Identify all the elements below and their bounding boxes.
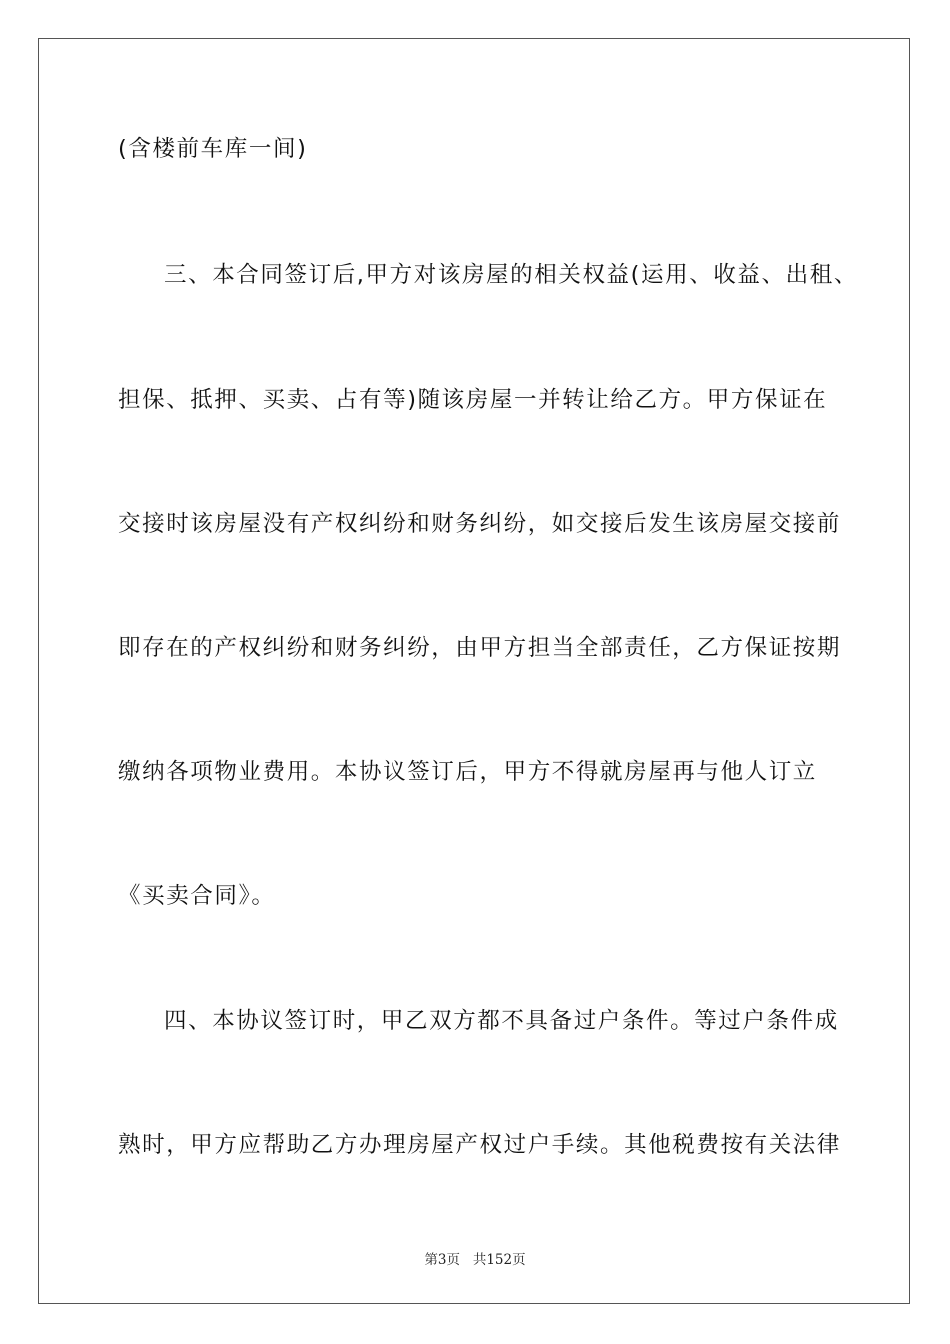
text-line-7: 《买卖合同》。 xyxy=(118,883,276,909)
page-border xyxy=(38,38,910,1304)
text-line-3: 担保、抵押、买卖、占有等)随该房屋一并转让给乙方。甲方保证在 xyxy=(118,387,828,413)
text-line-1: (含楼前车库一间) xyxy=(118,136,308,162)
text-line-4: 交接时该房屋没有产权纠纷和财务纠纷，如交接后发生该房屋交接前 xyxy=(118,511,842,537)
text-line-9: 熟时，甲方应帮助乙方办理房屋产权过户手续。其他税费按有关法律 xyxy=(118,1132,842,1158)
total-pages: 共152页 xyxy=(472,1252,526,1268)
text-line-6: 缴纳各项物业费用。本协议签订后，甲方不得就房屋再与他人订立 xyxy=(118,759,817,785)
page-footer xyxy=(0,1248,950,1268)
text-line-5: 即存在的产权纠纷和财务纠纷，由甲方担当全部责任，乙方保证按期 xyxy=(118,635,842,661)
text-line-8: 四、本协议签订时，甲乙双方都不具备过户条件。等过户条件成 xyxy=(164,1008,839,1034)
text-line-2: 三、本合同签订后,甲方对该房屋的相关权益(运用、收益、出租、 xyxy=(164,262,858,288)
page-number: 第3页 xyxy=(424,1252,460,1268)
